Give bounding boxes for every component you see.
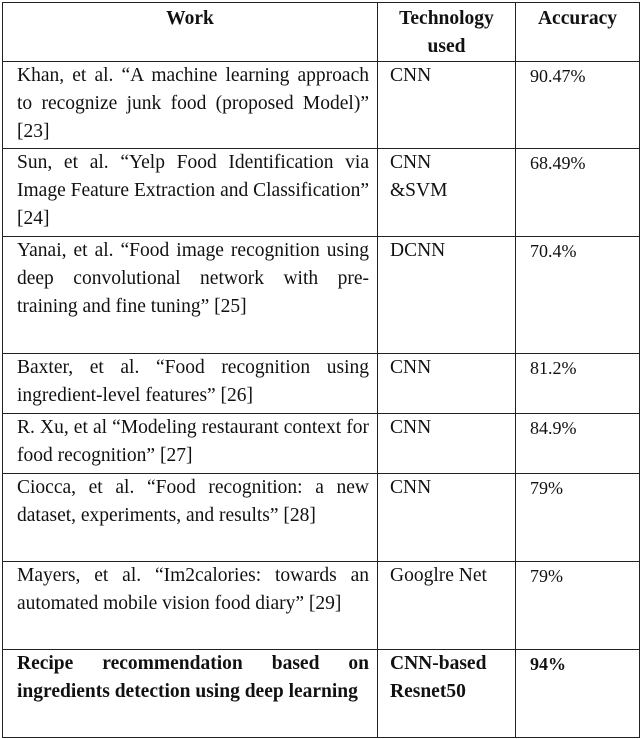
accuracy-cell: 94% [516, 650, 640, 738]
table-row [3, 414, 640, 474]
table-row [3, 149, 640, 237]
accuracy-cell: 84.9% [516, 414, 640, 474]
technology-cell: CNN [378, 354, 516, 414]
technology-text: CNN &SVM [390, 152, 448, 201]
header-work: Work [3, 3, 378, 62]
technology-cell: DCNN [378, 237, 516, 354]
header-technology [378, 3, 516, 62]
work-cell: Baxter, et al. “Food recognition using ingredient-level features” [26] [3, 354, 378, 414]
table-row [3, 562, 640, 650]
accuracy-cell: 90.47% [516, 62, 640, 149]
accuracy-cell: 79% [516, 474, 640, 562]
technology-cell: CNN [378, 474, 516, 562]
work-cell: Ciocca, et al. “Food recognition: a new dataset, experiments, and results” [28] [3, 474, 378, 562]
accuracy-cell: 68.49% [516, 149, 640, 237]
technology-cell [378, 149, 516, 237]
work-cell: Yanai, et al. “Food image recognition using deep convolutional network with pre- training and fine tuning” [25] [3, 237, 378, 354]
accuracy-cell: 79% [516, 562, 640, 650]
header-technology-line2: used [427, 36, 466, 57]
work-cell: Sun, et al. “Yelp Food Identification via Image Feature Extraction and Classification” [24] [3, 149, 378, 237]
technology-cell: CNN-based Resnet50 [378, 650, 516, 738]
technology-cell: Googlre Net [378, 562, 516, 650]
work-cell: Mayers, et al. “Im2calories: towards an automated mobile vision food diary” [29] [3, 562, 378, 650]
work-cell: Khan, et al. “A machine learning approach to recognize junk food (proposed Model)” [23] [3, 62, 378, 149]
comparison-table [2, 2, 640, 738]
table-row [3, 354, 640, 414]
table-row-highlighted [3, 650, 640, 738]
header-accuracy: Accuracy [516, 3, 640, 62]
table-row [3, 62, 640, 149]
table-row [3, 237, 640, 354]
accuracy-cell: 81.2% [516, 354, 640, 414]
technology-cell: CNN [378, 414, 516, 474]
work-cell: Recipe recommendation based on ingredients detection using deep learning [3, 650, 378, 738]
work-cell: R. Xu, et al “Modeling restaurant context for food recognition” [27] [3, 414, 378, 474]
technology-cell: CNN [378, 62, 516, 149]
table-row [3, 474, 640, 562]
header-row [3, 3, 640, 62]
header-technology-line1: Technology [399, 8, 494, 29]
accuracy-cell: 70.4% [516, 237, 640, 354]
